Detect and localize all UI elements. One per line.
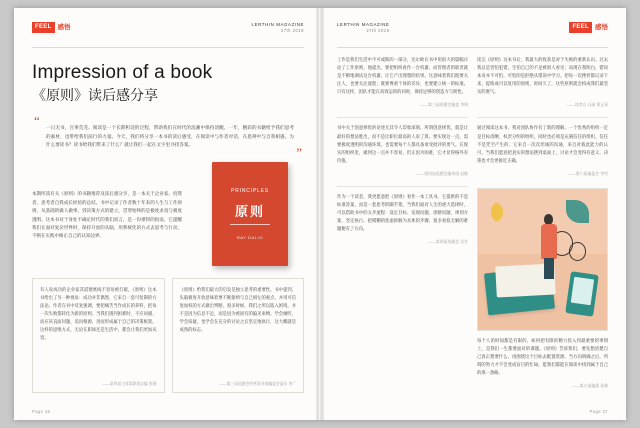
- magazine-logo: [32, 22, 71, 33]
- book-title-en: PRINCIPLES: [231, 187, 269, 194]
- sun-shape-icon: [491, 203, 503, 221]
- book-author: RAY DALIO: [236, 234, 264, 240]
- quote-card-text: 有人说成功的企业家其道德底线不容易被打破，《原则》这本书给出了另一种视角：成功并非偶然，它来自一套可复制的方法论。作者在书中反复强调，要把痛苦当作成长的养料，把每一次失败都转化为新的原则。当我们遇到困难时，不应回避，而应该直面问题，追问根源，进而形成属于自己的决策框架。这样的思维方式，无论在职场还是生活中，都会让我们更加从容。: [40, 286, 157, 340]
- right-page: [320, 8, 626, 420]
- lead-text: 一日无书，百事荒芜。阅读是一个长期积淀的过程，帮助我们在时代的浪潮中保持清醒。一年，精彩的书籍给予我们思考的素材，也带给我们前行的力量。今天，我们将分享一本书的读后感受，在阅读中与作者对话，在思辨中与自我相遇。为什么要读书？读书给我们带来了什么？就让我们一起在文字里寻找答案。: [46, 125, 294, 148]
- book-title-cn: 原则: [234, 203, 265, 219]
- cover-divider: [230, 224, 270, 225]
- page-container: [14, 8, 626, 420]
- left-page-header: [32, 22, 304, 44]
- paragraph-signature: ——第五届编委 孙晓: [571, 383, 608, 388]
- paragraph-signature: ——读者自 石丽 郑正章: [566, 102, 608, 108]
- paragraph-signature: ——第三届选题会编委 李明: [420, 102, 468, 108]
- page-subtitle: 《原则》读后感分享: [32, 87, 158, 103]
- header-magazine-name: LERTHIN MAGAZINE: [337, 22, 390, 27]
- magazine-logo: [569, 22, 608, 33]
- header-date: 27th 2019: [366, 28, 390, 33]
- paragraph-signature: ——第六届编委会 李雪: [568, 170, 608, 176]
- right-column-1: [337, 56, 468, 396]
- quote-card-signature: ——第四届主席第联席总编 张静: [102, 381, 157, 386]
- quote-card-text: 《原则》给我们最大的启发是独立思考的重要性。书中提到，头脑极度开放意味着要不断接纳与自己相左的观点，并用可信度加权的方式做出判断。很多时候，我们之所以陷入困境，并不是因为信息不足，而是因为被固有的偏见束缚。学会倾听，学会质疑，也学会在充分的讨论之后坚定地执行，这大概就是成熟的标志。: [179, 286, 296, 332]
- right-header-meta: [337, 22, 389, 34]
- quote-card: [32, 278, 165, 393]
- article-paragraph: 通过阅读这本书，我对团队协作有了新的理解。一个优秀的组织一定是目标清晰、权责分明的组织，同时也必须是充满信任的组织。信任不是凭空产生的，它来自一次次坦诚的沟通，来自对彼此能力的认可。当我们愿意把真实的想法摆到桌面上，讨论才会变得有意义，决策也才会更接近正确。: [477, 125, 608, 163]
- person-head: [544, 214, 553, 224]
- header-date: 27th 2019: [280, 28, 304, 33]
- logo-chinese: 感悟: [595, 23, 608, 31]
- intro-body-text: 本期所读有关《原则》的书籍推荐及读后感分享，是一本关于企业家、投资者、思考者自我成长经验的总结。书中记录了作者数十年来的人生与工作原则，从基础的做人做事、到决策方式的建立，贯穿始终的是极度求真与极度透明。这本书对于身处不确定时代的我们而言，是一份难得的指南，它提醒我们在面对复杂世界时，保持开放的头脑，用系统化的方式去思考与行动，不断在实践中修正自己的认知边界。: [32, 191, 182, 239]
- quote-open-icon: “: [34, 113, 40, 128]
- paragraph-signature: ——第四届选题会编审组 赵敏: [416, 170, 468, 176]
- left-page-number: Page 36: [32, 409, 51, 414]
- right-columns: [337, 56, 608, 396]
- book-cover-image: [212, 162, 288, 266]
- logo-badge: FEEL: [32, 22, 55, 33]
- header-divider: [32, 47, 304, 48]
- article-paragraph: 读完《原则》这本书后，我最大的收获是对于失败的重新认识。过去我总是害怕犯错，生怕自己的不足被别人看见；而现在我明白，错误本身并不可怕，可怕的是拒绝从错误中学习。把每一次挫折都记录下来，提炼成可以复用的原则，时间久了，这些原则就会构成我们最坚实的底气。: [477, 57, 608, 95]
- left-page: [14, 8, 320, 420]
- person-legs: [544, 258, 554, 279]
- quote-card-signature: ——第三届选题会经营事业部编委会委员 李广: [219, 381, 296, 386]
- article-paragraph: 工作是我们生活中不可或缺的一部分，达尔欧在书中用很大的篇幅讨论了工作原则。他提出，要把组织看作一台机器，而管理者的职责就是不断地调试这台机器，让它产出理想的结果。这意味着我们既要关注人，也要关注流程；既要尊重个体的差异，也要建立统一的标准。只有这样，团队才能在高效运转的同时，保持足够的创造力与韧性。: [337, 57, 468, 95]
- logo-badge: FEEL: [569, 22, 592, 33]
- logo-chinese: 感悟: [57, 23, 71, 31]
- hero-section: [32, 164, 304, 268]
- right-page-header: [337, 22, 608, 44]
- person-figure: [539, 214, 560, 279]
- right-column-2: [477, 56, 608, 396]
- person-body: [541, 224, 558, 260]
- header-magazine-name: LERTHIN MAGAZINE: [251, 22, 304, 27]
- column-divider: [477, 117, 608, 118]
- reading-illustration: [477, 188, 608, 331]
- right-page-number: Page 37: [589, 409, 608, 414]
- page-title: Impression of a book: [32, 62, 213, 83]
- column-divider: [337, 186, 468, 187]
- quote-cards: [32, 278, 304, 393]
- quote-close-icon: ”: [296, 144, 302, 160]
- article-paragraph: 作为一个读者，我更愿意把《原则》看作一本工具书。它提供的不是标准答案，而是一套思考的脚手架。当我们面对人生的重大选择时，可以借助书中的五步流程：设定目标、发现问题、诊断问题、规划方案、坚定执行。把模糊的焦虑拆解为具体的步骤，很多看似无解的难题便有了方向。: [337, 193, 468, 232]
- article-paragraph: 每个人的时间都是有限的，如何把有限的精力投入到最重要的事情上，是我们一生都要面对的课题。《原则》告诉我们，要先想清楚自己真正想要什么，再围绕这个目标去配置资源。当方向明确之后，所谓的努力才不会变成盲目的忙碌。愿我们都能在阅读中找到属于自己的那一条路。: [477, 337, 608, 375]
- article-paragraph: 书中关于创意择优的论述尤其令人印象深刻。所谓创意择优，就是让最好的想法胜出，而不是让职位最高的人说了算。要实现这一点，需要极度透明的沟通环境，也需要每个人都具备承受批评的勇气。在现实的组织里，做到这一点并不容易，但正因为困难，它才显得格外有价值。: [337, 125, 468, 163]
- lead-paragraph-block: [32, 113, 304, 160]
- paragraph-signature: ——第四届选题会 吴芳: [428, 239, 468, 245]
- left-header-meta: [252, 22, 304, 34]
- column-divider: [337, 117, 468, 118]
- header-divider: [337, 47, 608, 48]
- quote-card: [172, 278, 305, 393]
